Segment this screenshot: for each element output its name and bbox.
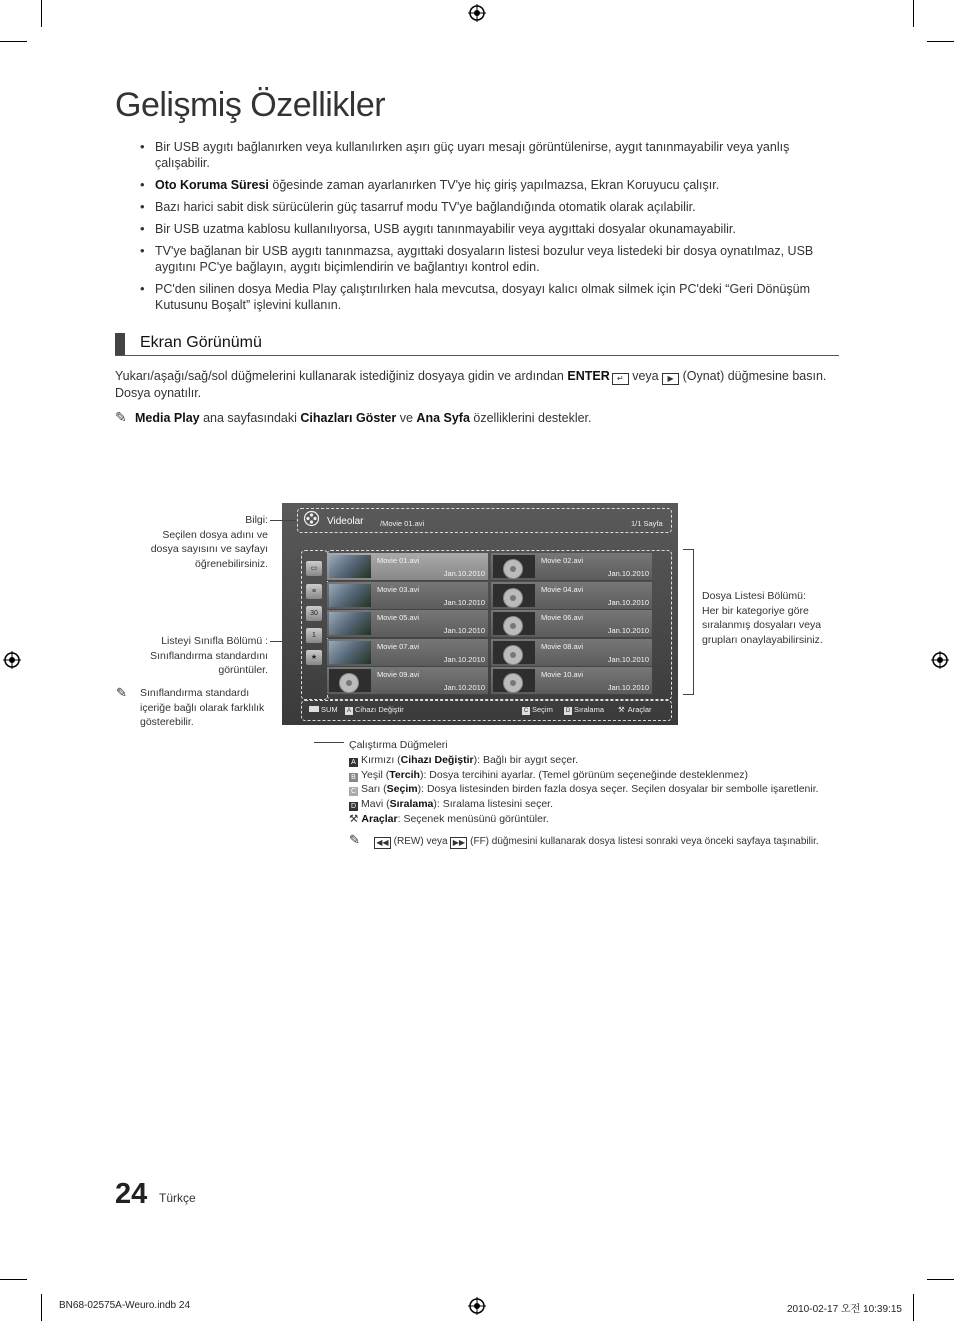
bullet-text: PC'den silinen dosya Media Play çalıştırılırken hala mevcutsa, dosyayı kalıcı olmak silmek için PC'deki “Geri Dönüşüm Kutusunu Boşalt” işlevini kullanın. (155, 282, 811, 312)
list-category-icon[interactable]: ≡ (306, 584, 322, 599)
file-tile[interactable] (327, 639, 488, 667)
pencil-icon: ✎ (349, 831, 360, 847)
crop-mark (0, 41, 27, 42)
info-callout (140, 513, 268, 571)
reel-icon (503, 673, 523, 693)
number-category-icon[interactable]: 1 (306, 628, 322, 643)
list-bracket-bottom (683, 694, 693, 695)
crop-mark (0, 1279, 27, 1280)
file-name: Movie 07.avi (377, 641, 420, 651)
file-date: Jan.10.2010 (443, 597, 485, 607)
color-key-icon: B (349, 773, 358, 782)
list-bracket-top (683, 549, 693, 550)
note-text: ana sayfasındaki (199, 411, 301, 425)
enter-icon: ↵ (612, 373, 629, 385)
tools-icon: ⚒ (349, 812, 359, 825)
file-tile[interactable] (491, 610, 652, 638)
file-tile[interactable] (327, 553, 488, 581)
reel-icon (503, 588, 523, 608)
registration-mark-icon (468, 1297, 486, 1315)
c-button-icon: C (523, 708, 529, 714)
legend-note-text: (REW) veya (390, 835, 451, 847)
control-c[interactable] (522, 705, 553, 715)
legend-bold: Cihazı Değiştir (400, 753, 474, 766)
registration-mark-icon (931, 651, 949, 669)
list-item (138, 199, 843, 215)
sort-callout-text: Sınıflandırma standardını görüntüler. (150, 649, 268, 676)
control-bar-content (309, 705, 338, 714)
list-item (138, 177, 843, 193)
file-date: Jan.10.2010 (607, 683, 649, 692)
file-name: Movie 02.avi (541, 556, 584, 565)
sort-note-text: Sınıflandırma standardı içeriğe bağlı olarak farklılık gösterebilir. (140, 687, 265, 728)
file-tile[interactable] (491, 582, 652, 610)
color-key-icon: D (350, 803, 357, 811)
list-callout (702, 589, 832, 647)
control-tools[interactable] (618, 705, 652, 714)
file-name: Movie 01.avi (377, 556, 420, 565)
legend-item (349, 768, 849, 783)
sum-icon (309, 706, 319, 712)
file-date: Jan.10.2010 (443, 569, 485, 578)
film-reel-icon (493, 555, 535, 578)
footer-right: 2010-02-17 오전 10:39:15 (787, 1304, 902, 1315)
film-reel-icon (493, 584, 535, 607)
note-bold: Ana Syfa (416, 411, 470, 425)
fast-forward-icon: ▶▶ (450, 837, 467, 849)
control-a-label: Cihazı Değiştir (355, 705, 404, 714)
tools-icon: ⚒ (618, 705, 625, 714)
file-name: Movie 09.avi (377, 670, 420, 679)
play-icon: ▶ (662, 373, 679, 385)
legend-pre: Kırmızı ( (361, 753, 401, 766)
file-name: Movie 04.avi (541, 584, 584, 594)
sort-callout-line (270, 641, 300, 642)
video-thumbnail (329, 555, 371, 578)
crop-mark (927, 1279, 954, 1280)
legend-item (349, 797, 849, 812)
file-tile[interactable] (491, 553, 652, 581)
crop-mark (913, 0, 914, 27)
bullet-text: Bir USB aygıtı bağlanırken veya kullanılırken aşırı güç uyarı mesajı görüntülenirse, aygıt tanınmayabilir veya yanlış çalışabilir. (155, 140, 790, 170)
video-thumbnail (329, 612, 371, 635)
note-text: ve (396, 411, 417, 425)
file-name: Movie 08.avi (541, 641, 584, 651)
reel-icon (503, 616, 523, 636)
film-reel-icon (493, 669, 535, 692)
screen-header-path: /Movie 01.avi (380, 519, 425, 528)
list-item (138, 243, 843, 275)
para-text: (Oynat) düğmesine basın. Dosya oynatılır. (115, 369, 827, 400)
legend-note (349, 833, 849, 850)
color-key-icon: A (349, 758, 358, 767)
film-reel-icon (303, 510, 320, 527)
legend-title: Çalıştırma Düğmeleri (349, 739, 448, 751)
screen-header-title: Videolar (327, 516, 364, 527)
file-name: Movie 06.avi (541, 613, 584, 622)
crop-mark (41, 1294, 42, 1321)
reel-icon (503, 559, 523, 579)
control-d[interactable] (564, 705, 604, 715)
control-c-label: Seçim (532, 705, 553, 714)
page-number: 24 (115, 1178, 148, 1210)
legend-post: ): Bağlı bir aygıt seçer. (473, 753, 579, 766)
reel-icon (339, 673, 359, 693)
file-date: Jan.10.2010 (443, 654, 485, 664)
control-a[interactable] (345, 705, 404, 715)
control-d-label: Sıralama (574, 705, 605, 714)
sort-callout (140, 634, 268, 678)
sort-note (116, 686, 266, 730)
note-bold: Cihazları Göster (300, 411, 397, 425)
file-tile[interactable] (491, 639, 652, 667)
rewind-icon: ◀◀ (374, 837, 391, 849)
file-name: Movie 10.avi (541, 670, 584, 679)
bullet-text: Bazı harici sabit disk sürücülerin güç tasarruf modu TV'ye bağlandığında otomatik olarak açılabilir. (155, 200, 696, 214)
sum-label: SUM (321, 705, 338, 714)
bullet-list (138, 139, 843, 319)
file-tile[interactable] (327, 667, 488, 695)
legend-bold: Sıralama (389, 798, 434, 811)
star-category-icon[interactable]: ★ (306, 650, 322, 665)
file-date: Jan.10.2010 (607, 597, 649, 607)
footer-left: BN68-02575A-Weuro.indb 24 (59, 1300, 191, 1311)
d-button-icon: D (565, 708, 571, 714)
film-reel-icon (493, 612, 535, 635)
folder-category-icon[interactable]: ▭ (306, 561, 322, 576)
control-legend (349, 738, 849, 850)
file-date: Jan.10.2010 (607, 654, 649, 664)
bullet-text: Bir USB uzatma kablosu kullanılıyorsa, USB aygıtı tanınmayabilir veya aygıttaki dosyalar okunamayabilir. (155, 222, 736, 236)
info-callout-label: Bilgi: (245, 514, 268, 526)
legend-post: ): Sıralama listesini seçer. (433, 798, 553, 811)
control-tools-label: Araçlar (627, 705, 652, 714)
note-text: özelliklerini destekler. (469, 411, 592, 425)
legend-item (349, 753, 849, 768)
enter-key-label: ENTER (567, 369, 610, 383)
info-callout-text: Seçilen dosya adını ve dosya sayısını ve sayfayı öğrenebilirsiniz. (150, 528, 268, 570)
color-key-icon: C (350, 788, 357, 796)
legend-callout-line (314, 742, 344, 743)
list-callout-text: Her bir kategoriye göre sıralanmış dosyaları veya grupları onaylayabilirsiniz. (702, 604, 823, 646)
legend-post: ): Dosya tercihini ayarlar. (Temel görünüm seçeneğinde desteklenmez) (419, 768, 748, 781)
legend-post: ): Dosya listesinden birden fazla dosya seçer. Seçilen dosyalar bir sembolle işaretlenir. (417, 783, 819, 796)
legend-post: : Seçenek menüsünü görüntüler. (397, 812, 549, 825)
page-language: Türkçe (159, 1191, 196, 1205)
list-item (138, 221, 843, 237)
pencil-icon: ✎ (116, 685, 127, 700)
section-bar (115, 333, 125, 355)
info-callout-line (270, 520, 296, 521)
film-reel-icon (493, 641, 535, 664)
registration-mark-icon (468, 4, 486, 22)
legend-item (349, 782, 849, 797)
screen-header-page: 1/1 Sayfa (631, 519, 663, 528)
bullet-text: öğesinde zaman ayarlanırken TV'ye hiç giriş yapılmazsa, Ekran Koruyucu çalışır. (268, 178, 720, 192)
calendar-category-icon[interactable]: 30 (306, 606, 322, 621)
crop-mark (927, 41, 954, 42)
video-thumbnail (329, 584, 371, 607)
bullet-bold: Oto Koruma Süresi (155, 178, 269, 192)
para-text: veya (628, 369, 663, 383)
note-line (115, 409, 845, 426)
legend-pre: Yeşil ( (361, 768, 390, 781)
list-item (138, 281, 843, 313)
legend-pre: Sarı ( (361, 783, 387, 796)
reel-icon (503, 645, 523, 665)
list-item (138, 139, 843, 171)
tv-screen (282, 503, 678, 725)
film-reel-icon (329, 669, 371, 692)
pencil-icon: ✎ (115, 409, 127, 425)
crop-mark (41, 0, 42, 27)
legend-note-text: (FF) düğmesini kullanarak dosya listesi sonraki veya önceki sayfaya taşınabilir. (467, 835, 819, 847)
file-date: Jan.10.2010 (607, 626, 649, 635)
section-heading (115, 333, 839, 356)
legend-bold: Araçlar (361, 812, 398, 825)
video-thumbnail (329, 641, 371, 664)
file-date: Jan.10.2010 (607, 569, 649, 578)
list-callout-label: Dosya Listesi Bölümü: (702, 590, 806, 602)
legend-bold: Seçim (386, 783, 418, 796)
list-bracket (693, 549, 694, 695)
bullet-text: TV'ye bağlanan bir USB aygıtı tanınmazsa, aygıttaki dosyaların listesi bozulur veya listedeki bir dosya oynatılmaz, USB aygıtını PC'ye bağlayın, aygıtı biçimlendirin ve bağlantıyı kontrol edin. (155, 244, 814, 274)
a-button-icon: A (346, 708, 351, 714)
legend-pre: Mavi ( (361, 798, 390, 811)
page-title: Gelişmiş Özellikler (115, 86, 386, 124)
file-tile[interactable] (327, 610, 488, 638)
instruction-paragraph (115, 368, 845, 401)
legend-item (349, 812, 849, 827)
legend-bold: Tercih (389, 768, 420, 781)
file-date: Jan.10.2010 (443, 683, 485, 692)
note-bold: Media Play (135, 411, 200, 425)
registration-mark-icon (3, 651, 21, 669)
para-text: Yukarı/aşağı/sağ/sol düğmelerini kullanarak istediğiniz dosyaya gidin ve ardından (115, 369, 568, 383)
file-tile[interactable] (491, 667, 652, 695)
file-name: Movie 05.avi (377, 613, 420, 622)
section-title: Ekran Görünümü (140, 334, 262, 351)
file-date: Jan.10.2010 (443, 626, 485, 635)
legend-items (349, 753, 849, 827)
file-name: Movie 03.avi (377, 584, 420, 594)
crop-mark (913, 1294, 914, 1321)
sort-callout-label: Listeyi Sınıfla Bölümü : (161, 635, 268, 647)
file-tile[interactable] (327, 582, 488, 610)
